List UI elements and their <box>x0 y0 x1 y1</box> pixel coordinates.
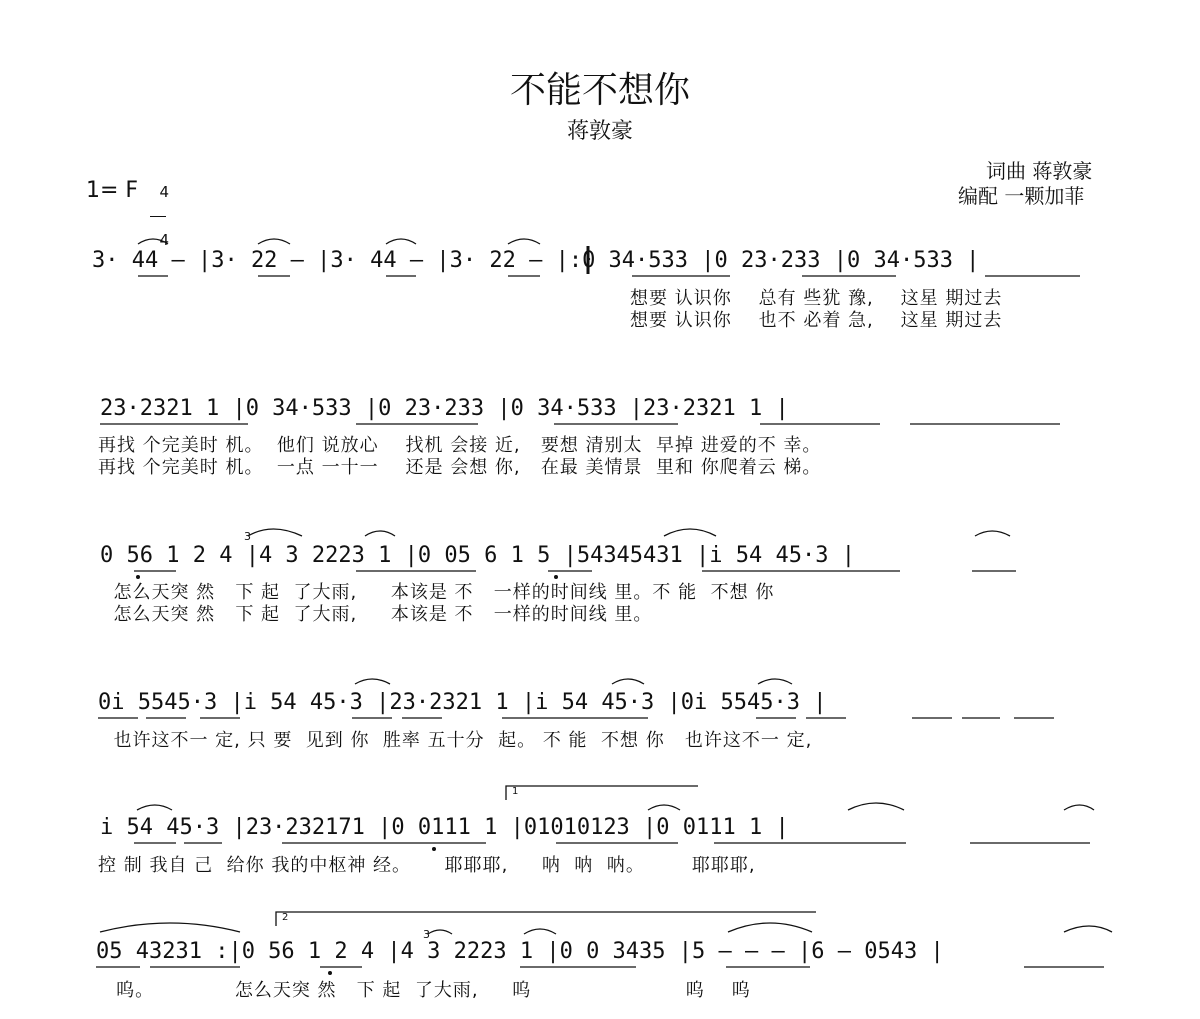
lyrics-row-3-verse-2: 怎么天突 然 下 起 了大雨, 本该是 不 一样的时间线 里。 <box>100 604 653 625</box>
singer-name: 蒋敦豪 <box>566 119 633 144</box>
lyrics-row-2-verse-2: 再找 个完美时 机。 一点 一十一 还是 会想 你, 在最 美情景 里和 你爬着云 梯。 <box>98 457 822 478</box>
lyrics-row-1-verse-1: 想要 认识你 总有 些犹 豫, 这星 期过去 <box>630 288 1003 309</box>
notation-row-6: 05 43231 :|0 56 1 2 4 |4 3 2223 1 |0 0 3435 |5 – – – |6 – 0543 | <box>96 939 944 964</box>
lyrics-row-5-verse-1: 控 制 我自 己 给你 我的中枢神 经。 耶耶耶, 呐 呐 呐。 耶耶耶, <box>98 855 756 876</box>
notation-row-5: i 54 45·3 |23·232171 |0 0111 1 |01010123 |0 0111 1 | <box>100 815 789 840</box>
triplet-mark-row-3: 3 <box>244 530 251 543</box>
credit-arrangement: 编配 一颗加菲 <box>958 184 1085 208</box>
notation-row-4: 0i 5545·3 |i 54 45·3 |23·2321 1 |i 54 45·3 |0i 5545·3 | <box>98 690 827 715</box>
notation-row-1: 3· 44 – |3· 22 – |3· 44 – |3· 22 – |:0 34·533 |0 23·233 |0 34·533 | <box>92 248 980 273</box>
time-signature-bottom: 4 <box>159 231 170 249</box>
key-signature: 1= F <box>86 178 139 203</box>
lyrics-row-6-verse-1: 呜。 怎么天突 然 下 起 了大雨, 呜 呜 呜 <box>96 980 751 1001</box>
credit-lyrics-music: 词曲 蒋敦豪 <box>986 159 1093 183</box>
song-title: 不能不想你 <box>509 70 690 111</box>
notation-row-3: 0 56 1 2 4 |4 3 2223 1 |0 05 6 1 5 |54345431 |i 54 45·3 | <box>100 543 855 568</box>
time-signature-top: 4 <box>159 183 170 201</box>
notation-row-2: 23·2321 1 |0 34·533 |0 23·233 |0 34·533 |23·2321 1 | <box>100 396 789 421</box>
lyrics-row-4-verse-1: 也许这不一 定, 只 要 见到 你 胜率 五十分 起。 不 能 不想 你 也许这不一 定, <box>100 730 813 751</box>
lyrics-row-2-verse-1: 再找 个完美时 机。 他们 说放心 找机 会接 近, 要想 清别太 早掉 进爱的不 幸。 <box>98 435 822 456</box>
volta-2-label: 2 <box>282 912 289 923</box>
lyrics-row-1-verse-2: 想要 认识你 也不 必着 急, 这星 期过去 <box>630 310 1003 331</box>
triplet-mark-row-6: 3 <box>423 928 430 941</box>
volta-1-label: 1 <box>512 786 519 797</box>
lyrics-row-3-verse-1: 怎么天突 然 下 起 了大雨, 本该是 不 一样的时间线 里。不 能 不想 你 <box>100 582 775 603</box>
